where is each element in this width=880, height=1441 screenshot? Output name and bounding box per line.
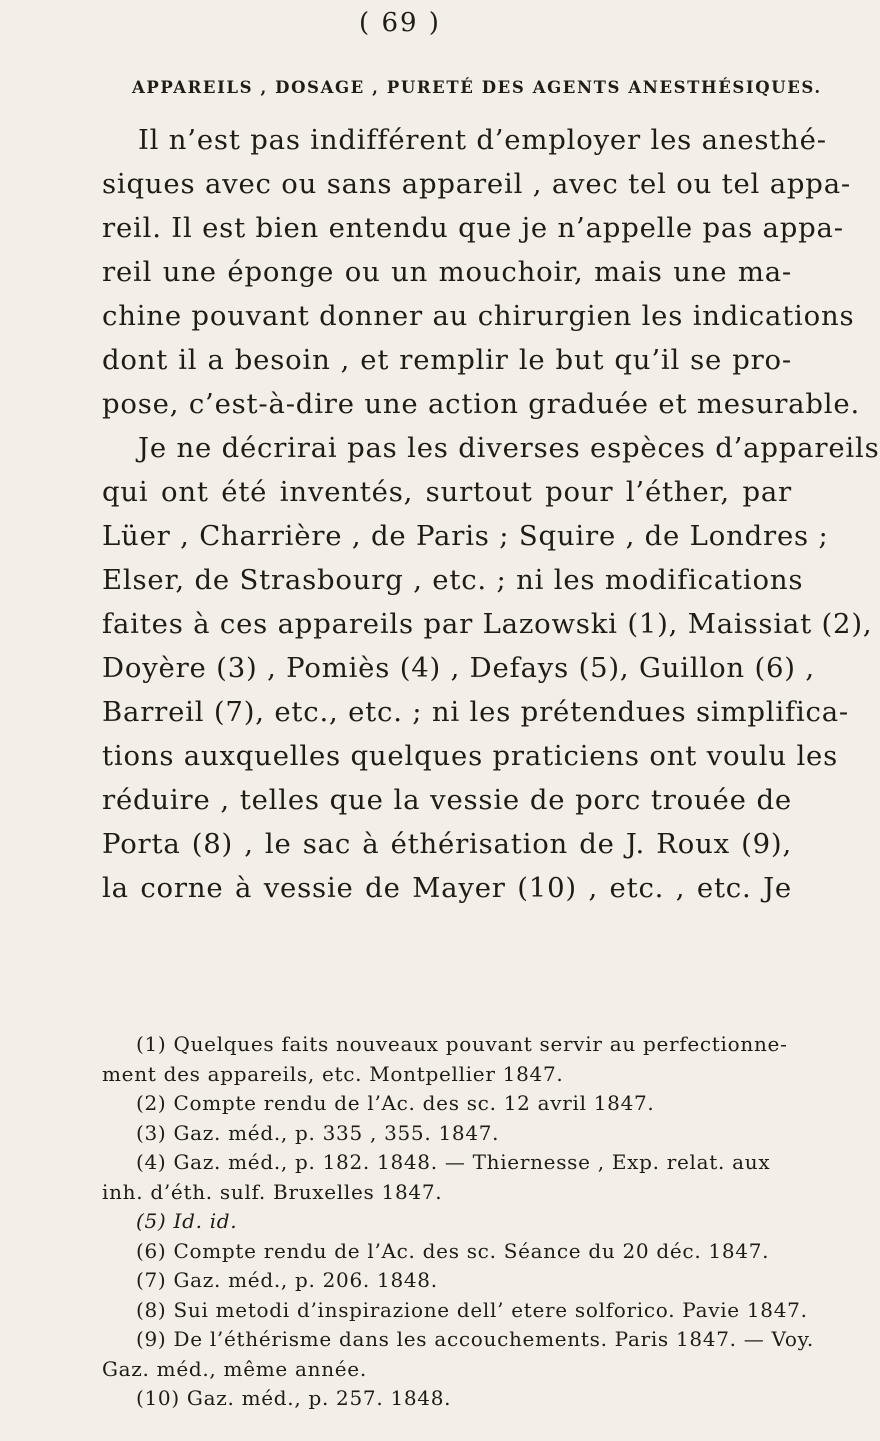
footnote-line: (1) Quelques faits nouveaux pouvant servir au perfectionne- (136, 1032, 788, 1056)
footnote-line: (4) Gaz. méd., p. 182. 1848. — Thiernesse , Exp. relat. aux (136, 1150, 771, 1174)
body-line: pose, c’est-à-dire une action graduée et mesurable. (102, 388, 860, 420)
footnote-line: (5) Id. id. (136, 1209, 238, 1233)
body-line: réduire , telles que la vessie de porc trouée de (102, 784, 792, 816)
footnote-line: (2) Compte rendu de l’Ac. des sc. 12 avril 1847. (136, 1091, 655, 1115)
body-line: Porta (8) , le sac à éthérisation de J. Roux (9), (102, 828, 792, 860)
body-line: la corne à vessie de Mayer (10) , etc. , etc. Je (102, 872, 792, 904)
running-head: APPAREILS , DOSAGE , PURETÉ DES AGENTS ANESTHÉSIQUES. (132, 78, 822, 97)
body-line: reil une éponge ou un mouchoir, mais une ma- (102, 256, 792, 288)
footnote-line: (10) Gaz. méd., p. 257. 1848. (136, 1386, 452, 1410)
body-line: dont il a besoin , et remplir le but qu’il se pro- (102, 344, 792, 376)
body-line: tions auxquelles quelques praticiens ont voulu les (102, 740, 839, 772)
footnotes (102, 1030, 814, 1414)
footnote-line: inh. d’éth. sulf. Bruxelles 1847. (102, 1179, 443, 1204)
body-line: Je ne décrirai pas les diverses espèces d’appareils (138, 432, 880, 464)
footnote-line: (3) Gaz. méd., p. 335 , 355. 1847. (136, 1120, 500, 1145)
body-line: reil. Il est bien entendu que je n’appelle pas appa- (102, 212, 844, 244)
footnote-line: (9) De l’éthérisme dans les accouchements. Paris 1847. — Voy. (136, 1327, 814, 1351)
footnote-line: (8) Sui metodi d’inspirazione dell’ etere solforico. Pavie 1847. (136, 1297, 808, 1322)
body-line: qui ont été inventés, surtout pour l’éther, par (102, 476, 792, 508)
body-line: Il n’est pas indifférent d’employer les anesthé- (138, 124, 827, 156)
body-line: faites à ces appareils par Lazowski (1), Maissiat (2), (102, 608, 873, 640)
footnote-line: (7) Gaz. méd., p. 206. 1848. (136, 1268, 438, 1292)
body-line: Lüer , Charrière , de Paris ; Squire , de Londres ; (102, 520, 829, 552)
page-number: ( 69 ) (359, 8, 441, 38)
body-line: chine pouvant donner au chirurgien les indications (102, 300, 855, 332)
body-text (102, 118, 880, 910)
body-line: Doyère (3) , Pomiès (4) , Defays (5), Guillon (6) , (102, 652, 815, 684)
body-line: Barreil (7), etc., etc. ; ni les prétendues simplifica- (102, 696, 850, 728)
footnote-line: (6) Compte rendu de l’Ac. des sc. Séance du 20 déc. 1847. (136, 1238, 770, 1263)
footnote-line: ment des appareils, etc. Montpellier 1847. (102, 1061, 564, 1086)
body-line: siques avec ou sans appareil , avec tel ou tel appa- (102, 168, 851, 200)
footnote-line: Gaz. méd., même année. (102, 1356, 367, 1381)
body-line: Elser, de Strasbourg , etc. ; ni les modifications (102, 564, 804, 596)
